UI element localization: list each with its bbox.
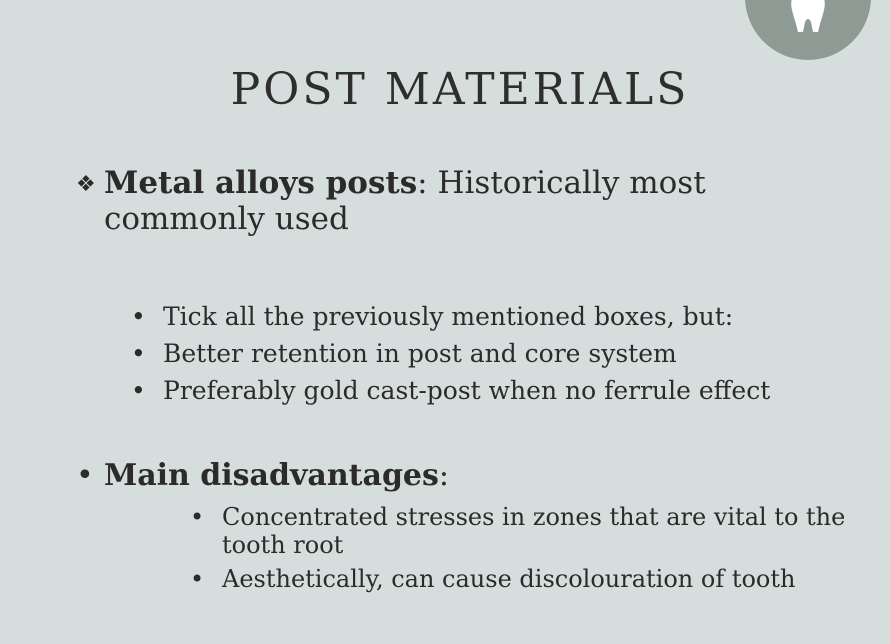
bullet-dot-icon: • [131, 376, 146, 405]
list-item [131, 298, 770, 335]
disadvantages-rest: : [438, 458, 450, 493]
page-title: POST MATERIALS [230, 64, 690, 115]
diamond-bullet-icon: ❖ [76, 172, 96, 197]
bullet-dot-icon: • [131, 339, 146, 368]
sub-point-list [131, 298, 770, 409]
list-item [131, 335, 770, 372]
tooth-icon [789, 0, 827, 32]
main-point-bold: Metal alloys posts [104, 165, 418, 201]
disadvantages-heading [76, 458, 449, 494]
disadvantages-list [190, 503, 850, 599]
bullet-dot-icon: • [190, 503, 205, 531]
main-point-rest: : Historically most commonly used [104, 165, 706, 237]
list-item [131, 372, 770, 409]
bullet-dot-icon: • [76, 458, 94, 493]
bullet-dot-icon: • [190, 565, 205, 593]
list-item-text: Aesthetically, can cause discolouration of tooth [222, 565, 796, 593]
list-item [190, 503, 850, 559]
logo-badge [745, 0, 871, 60]
bullet-dot-icon: • [131, 302, 146, 331]
list-item [190, 565, 850, 593]
list-item-text: Preferably gold cast-post when no ferrule effect [163, 376, 771, 405]
disadvantages-bold: Main disadvantages [104, 458, 439, 493]
list-item-text: Concentrated stresses in zones that are vital to the tooth root [222, 503, 846, 559]
list-item-text: Tick all the previously mentioned boxes, but: [163, 302, 734, 331]
main-point-text [104, 165, 856, 237]
list-item-text: Better retention in post and core system [163, 339, 677, 368]
main-point [76, 165, 856, 237]
